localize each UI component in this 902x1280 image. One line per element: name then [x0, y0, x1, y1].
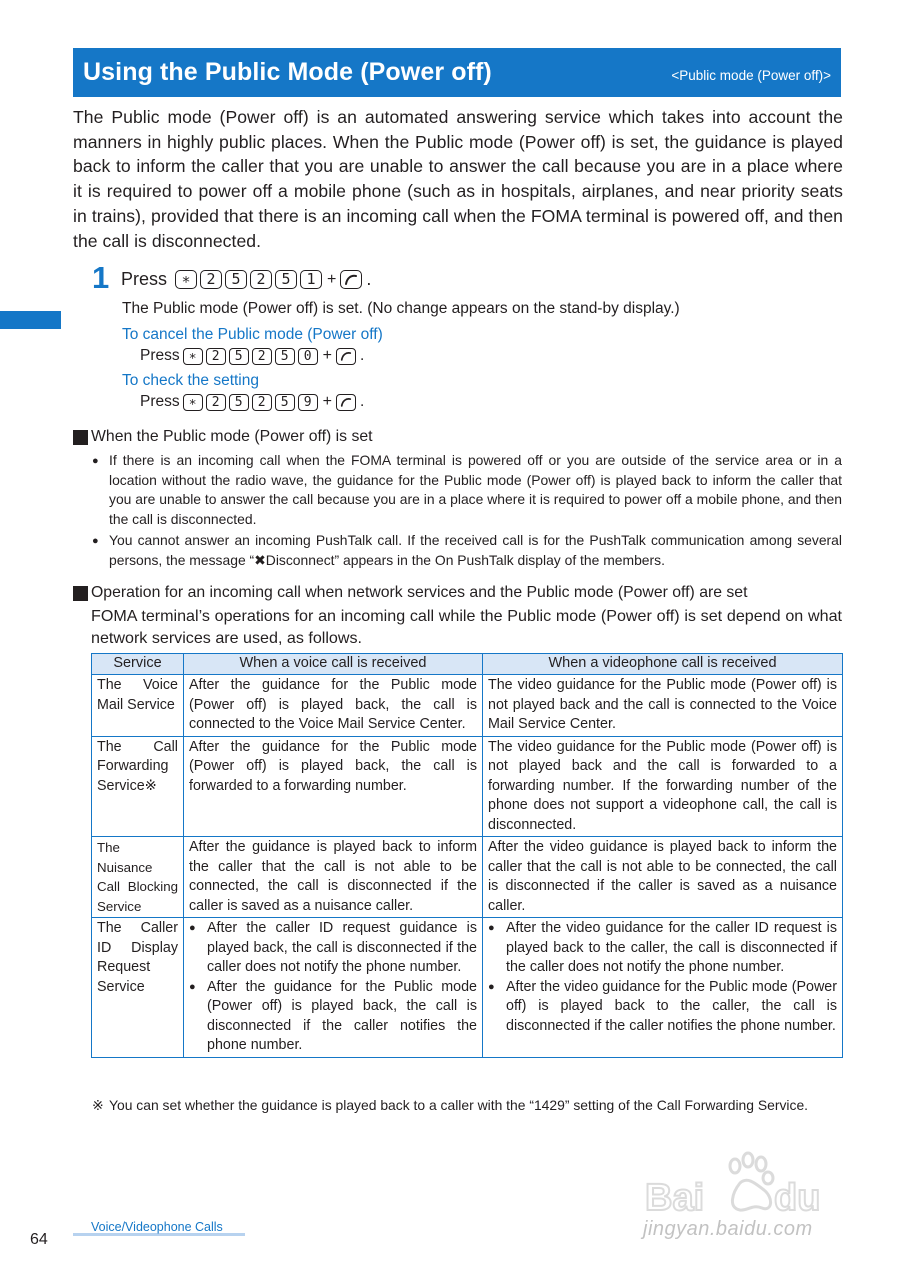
video-cell: After the video guidance is played back to inform the caller that the call is not able to be connected, the call is disconnected if the caller is saved as a nuisance caller. [483, 837, 843, 918]
period: . [359, 393, 365, 410]
svg-text:du: du [774, 1177, 821, 1219]
bullet-dot-icon: ● [189, 922, 196, 934]
services-table [91, 653, 843, 1058]
page-number: 64 [30, 1231, 48, 1248]
plus-sign: + [322, 393, 332, 410]
video-cell [483, 918, 843, 1058]
section-header-bar [73, 48, 841, 97]
plus-sign: + [322, 347, 332, 364]
key-asterisk: ∗ [183, 348, 203, 365]
service-cell: The Caller ID Display Request Service [92, 918, 184, 1058]
key-2: 2 [200, 270, 222, 289]
section-heading-network-services [73, 584, 747, 602]
intro-paragraph: The Public mode (Power off) is an automated answering service which takes into account the manners in highly public places. When the Public mode (Power off) is set, the guidance is played back to inform the caller that you are unable to answer the call because you are in a place where it is required to power off a mobile phone (such as in hospitals, airplanes, and near priority seats in trains), provided that there is an incoming call when the FOMA terminal is powered off, and then the call is disconnected. [73, 107, 843, 251]
step-instruction [121, 269, 371, 290]
key-2: 2 [206, 348, 226, 365]
voice-cell [184, 918, 483, 1058]
page-title: Using the Public Mode (Power off) [83, 58, 492, 86]
cancel-instruction [140, 347, 364, 365]
bullet-dot-icon: ● [92, 535, 99, 548]
footnote [92, 1096, 842, 1116]
bullet-text: You cannot answer an incoming PushTalk call. If the received call is for the PushTalk communication among several persons, the message “✖Disconnect” appears in the On PushTalk display of the members. [109, 532, 842, 568]
square-bullet-icon [73, 430, 88, 445]
call-key-icon [336, 348, 356, 365]
key-5: 5 [225, 270, 247, 289]
bullet-text: After the caller ID request guidance is played back, the call is disconnected if the caller does not notify the phone number. [207, 920, 477, 975]
table-row [92, 736, 843, 837]
footnote-text: You can set whether the guidance is played back to a caller with the “1429” setting of the Call Forwarding Service. [109, 1097, 809, 1113]
key-5: 5 [275, 394, 295, 411]
column-header-voice: When a voice call is received [184, 654, 483, 675]
service-cell: The Nuisance Call Blocking Service [92, 837, 184, 918]
bullet-dot-icon: ● [488, 980, 495, 993]
column-header-video: When a videophone call is received [483, 654, 843, 675]
footer-section-label: Voice/Videophone Calls [91, 1220, 223, 1234]
table-row [92, 837, 843, 918]
key-asterisk: ∗ [175, 270, 197, 289]
plus-sign: + [327, 270, 337, 288]
key-2: 2 [206, 394, 226, 411]
watermark-text: jingyan.baidu.com [643, 1218, 813, 1240]
list-item [92, 451, 842, 529]
service-cell: The Call Forwarding Service※ [92, 736, 184, 837]
key-5: 5 [275, 348, 295, 365]
key-0: 0 [298, 348, 318, 365]
key-2: 2 [252, 348, 272, 365]
period: . [366, 269, 372, 289]
bullet-text: After the video guidance for the caller ID request is played back to the caller, the call is disconnected if the caller does not notify the phone number. [506, 920, 837, 975]
chapter-tab [0, 311, 61, 329]
table-header-row [92, 654, 843, 675]
key-5: 5 [275, 270, 297, 289]
key-1: 1 [300, 270, 322, 289]
list-item [92, 531, 842, 570]
step-number: 1 [92, 260, 110, 295]
column-header-service: Service [92, 654, 184, 675]
key-5: 5 [229, 394, 249, 411]
check-heading: To check the setting [122, 372, 259, 389]
bullet-text: After the video guidance for the Public mode (Power off) is played back to the caller, the call is disconnected if the caller notifies the phone number. [506, 978, 837, 1034]
bullet-dot-icon: ● [189, 980, 196, 993]
cancel-heading: To cancel the Public mode (Power off) [122, 326, 383, 343]
table-row [92, 918, 843, 1058]
list-item [488, 919, 837, 978]
bullet-text: After the guidance for the Public mode (Power off) is played back, the call is disconnected if the caller notifies the phone number. [207, 978, 477, 1053]
section2-body: FOMA terminal’s operations for an incoming call while the Public mode (Power off) is set depend on what network services are used, as follows. [91, 607, 842, 647]
bullet-text: If there is an incoming call when the FOMA terminal is powered off or you are outside of the service area or in a location without the radio wave, the guidance for the Public mode (Power off) is played back to inform the caller that you are unable to answer the call because you are in a place where it is required to power off a mobile phone, and then the call is disconnected. [109, 452, 842, 527]
svg-text:Bai: Bai [645, 1177, 705, 1219]
key-2: 2 [250, 270, 272, 289]
key-9: 9 [298, 394, 318, 411]
bullet-dot-icon: ● [488, 922, 495, 934]
square-bullet-icon [73, 586, 88, 601]
voice-cell: After the guidance for the Public mode (Power off) is played back, the call is forwarded to a forwarding number. [184, 736, 483, 837]
list-item [189, 978, 477, 1056]
period: . [359, 347, 365, 364]
section-heading-text: When the Public mode (Power off) is set [91, 428, 373, 445]
press-label: Press [140, 347, 180, 364]
table-row [92, 675, 843, 737]
key-2: 2 [252, 394, 272, 411]
list-item [189, 919, 477, 978]
video-cell: The video guidance for the Public mode (Power off) is not played back and the call is forwarded to a forwarding number. If the forwarding number of the phone does not support a videophone call, the call is disconnected. [483, 736, 843, 837]
press-label: Press [121, 269, 168, 289]
list-item [488, 978, 837, 1037]
service-cell: The Voice Mail Service [92, 675, 184, 737]
key-asterisk: ∗ [183, 394, 203, 411]
section-heading-text: Operation for an incoming call when network services and the Public mode (Power off) are set [91, 584, 748, 601]
bullet-dot-icon: ● [92, 455, 99, 467]
page-subtitle: <Public mode (Power off)> [671, 68, 831, 83]
check-instruction [140, 393, 364, 411]
video-cell: The video guidance for the Public mode (Power off) is not played back and the call is connected to the Voice Mail Service Center. [483, 675, 843, 737]
key-5: 5 [229, 348, 249, 365]
section1-bullet-list [92, 451, 842, 573]
section-heading-public-mode-set [73, 428, 373, 446]
voice-cell: After the guidance for the Public mode (Power off) is played back, the call is connected to the Voice Mail Service Center. [184, 675, 483, 737]
step-note: The Public mode (Power off) is set. (No change appears on the stand-by display.) [122, 300, 680, 317]
press-label: Press [140, 393, 180, 410]
call-key-icon [340, 270, 362, 289]
voice-cell: After the guidance is played back to inform the caller that the call is not able to be connected, the call is disconnected if the caller is saved as a nuisance caller. [184, 837, 483, 918]
footnote-mark: ※ [92, 1097, 104, 1113]
call-key-icon [336, 394, 356, 411]
